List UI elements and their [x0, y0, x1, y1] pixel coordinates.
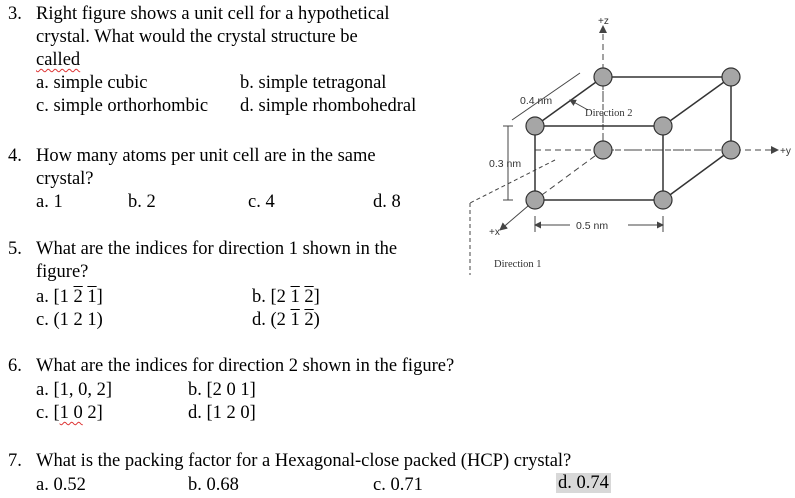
- q3-option-b: b. simple tetragonal: [240, 73, 387, 93]
- q5-b-suffix: ]: [313, 287, 320, 307]
- direction-1-label: Direction 1: [494, 259, 542, 270]
- axis-z-label: +z: [598, 16, 609, 27]
- q5-line-1: What are the indices for direction 1 shown in the: [36, 239, 398, 259]
- x-axis-dashed: [535, 150, 603, 200]
- q5-b-prefix: b. [2: [252, 287, 291, 307]
- atom: [722, 141, 740, 159]
- q6-option-c: [36, 402, 103, 424]
- direction-2-label: Direction 2: [585, 108, 633, 119]
- q5-d-bar-digit-1: 1: [290, 310, 300, 330]
- q7-option-a: a. 0.52: [36, 475, 86, 495]
- q3-line-3: [36, 49, 80, 71]
- atom: [526, 117, 544, 135]
- axis-y-label: +y: [780, 146, 791, 157]
- q5-d-prefix: d. (2: [252, 310, 291, 330]
- dimension-0.3nm-label: 0.3 nm: [489, 158, 522, 170]
- q6-option-d: d. [1 2 0]: [188, 403, 256, 423]
- q3-option-a: a. simple cubic: [36, 73, 148, 93]
- q5-a-prefix: a. [1: [36, 287, 74, 307]
- cube-edges: [535, 77, 731, 200]
- q5-d-bar-digit-2: 2: [304, 310, 314, 330]
- q3-line-2: crystal. What would the crystal structure be: [36, 27, 358, 47]
- q5-b-bar-digit-1: 1: [290, 287, 300, 307]
- q5-line-2: figure?: [36, 262, 89, 282]
- q6-number: 6.: [8, 356, 22, 376]
- unit-cell-figure: [460, 0, 795, 300]
- q5-d-suffix: ): [313, 310, 320, 330]
- dimension-0.4nm-label: 0.4 nm: [520, 95, 553, 107]
- q5-option-c: c. (1 2 1): [36, 310, 103, 330]
- q6-c-suffix: 2]: [82, 403, 103, 423]
- atom: [654, 191, 672, 209]
- q4-number: 4.: [8, 146, 22, 166]
- atom: [526, 191, 544, 209]
- q7-option-b: b. 0.68: [188, 475, 239, 495]
- q7-option-d: [556, 472, 611, 494]
- q3-line-1: Right figure shows a unit cell for a hypothetical: [36, 4, 390, 24]
- q5-option-d: [252, 309, 320, 331]
- q3-line-3-text: called: [36, 50, 81, 70]
- q4-option-b: b. 2: [128, 192, 156, 212]
- q7-option-d-highlighted: d. 0.74: [558, 473, 609, 493]
- q6-option-a: a. [1, 0, 2]: [36, 380, 113, 400]
- atom: [654, 117, 672, 135]
- q5-option-a: [36, 286, 103, 308]
- q4-option-c: c. 4: [248, 192, 275, 212]
- q4-line-1: How many atoms per unit cell are in the same: [36, 146, 376, 166]
- q3-option-c: c. simple orthorhombic: [36, 96, 209, 116]
- q6-line-1: What are the indices for direction 2 shown in the figure?: [36, 356, 455, 376]
- q5-number: 5.: [8, 239, 22, 259]
- q4-option-a: a. 1: [36, 192, 63, 212]
- axis-x-label: +x: [489, 227, 500, 238]
- q4-option-d: d. 8: [373, 192, 401, 212]
- q3-number: 3.: [8, 4, 22, 24]
- q3-option-d: d. simple rhombohedral: [240, 96, 417, 116]
- atom: [594, 68, 612, 86]
- atoms: [526, 68, 740, 209]
- q5-a-bar-digit-2: 1: [87, 287, 97, 307]
- q7-line-1: What is the packing factor for a Hexagonal-close packed (HCP) crystal?: [36, 451, 572, 471]
- q5-a-suffix: ]: [96, 287, 103, 307]
- q5-a-bar-digit-1: 2: [73, 287, 83, 307]
- q5-b-bar-digit-2: 2: [304, 287, 314, 307]
- q7-number: 7.: [8, 451, 22, 471]
- q5-option-b: [252, 286, 320, 308]
- q6-option-b: b. [2 0 1]: [188, 380, 256, 400]
- q6-c-prefix: c. [: [36, 403, 60, 423]
- dimension-0.5nm-label: 0.5 nm: [576, 220, 609, 232]
- atom: [594, 141, 612, 159]
- q7-option-c: c. 0.71: [373, 475, 423, 495]
- atom: [722, 68, 740, 86]
- q6-c-body: 1 0: [59, 403, 83, 423]
- q4-line-2: crystal?: [36, 169, 94, 189]
